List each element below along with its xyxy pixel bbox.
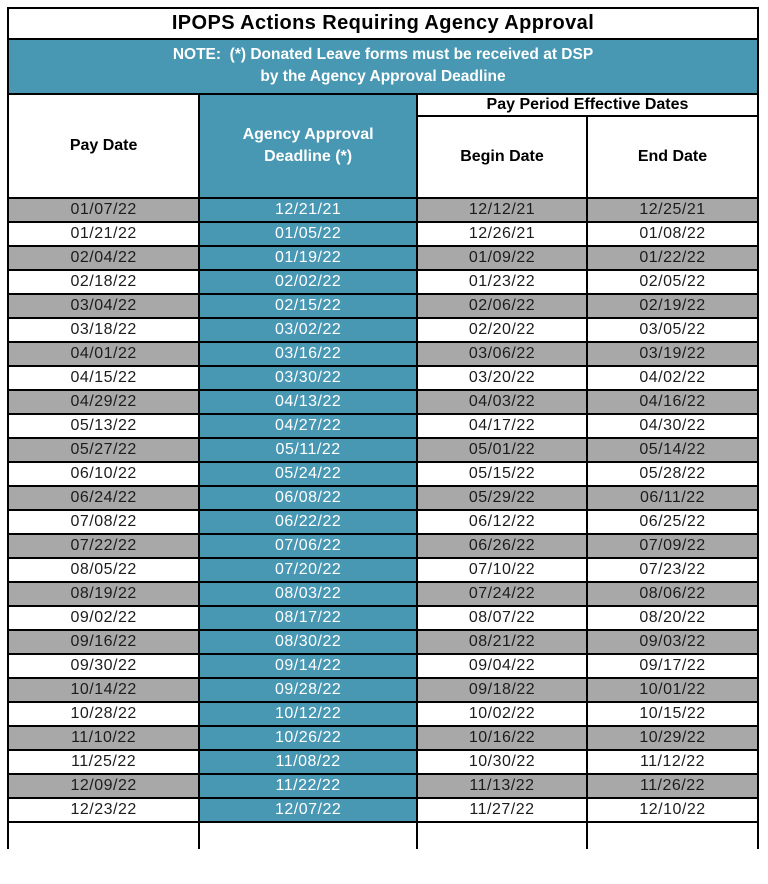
agency-approval-deadline-cell: 05/11/22 — [199, 438, 417, 462]
agency-approval-deadline-cell: 12/07/22 — [199, 798, 417, 822]
table-row — [9, 198, 757, 222]
pay-date-cell: 08/19/22 — [9, 582, 199, 606]
end-date-cell: 12/10/22 — [587, 798, 757, 822]
begin-date-cell: 04/17/22 — [417, 414, 587, 438]
page-title: IPOPS Actions Requiring Agency Approval — [9, 9, 757, 40]
begin-date-cell: 01/09/22 — [417, 246, 587, 270]
begin-date-cell: 08/07/22 — [417, 606, 587, 630]
agency-approval-deadline-cell: 02/15/22 — [199, 294, 417, 318]
agency-approval-deadline-cell: 05/24/22 — [199, 462, 417, 486]
agency-approval-deadline-cell: 04/13/22 — [199, 390, 417, 414]
begin-date-cell: 08/21/22 — [417, 630, 587, 654]
table-row — [9, 246, 757, 270]
begin-date-cell: 06/26/22 — [417, 534, 587, 558]
column-group-pay-period-effective-dates: Pay Period Effective Dates — [417, 95, 757, 116]
begin-date-cell: 12/12/21 — [417, 198, 587, 222]
table-row — [9, 750, 757, 774]
agency-approval-deadline-cell: 11/08/22 — [199, 750, 417, 774]
end-date-cell: 01/22/22 — [587, 246, 757, 270]
pay-date-cell: 01/07/22 — [9, 198, 199, 222]
pay-date-cell: 08/05/22 — [9, 558, 199, 582]
note-line-1: NOTE: (*) Donated Leave forms must be received at DSP — [172, 46, 594, 63]
column-header-agency-approval-deadline: Agency Approval Deadline (*) — [199, 95, 417, 198]
table-row — [9, 510, 757, 534]
pay-date-cell: 09/16/22 — [9, 630, 199, 654]
pay-date-cell: 11/10/22 — [9, 726, 199, 750]
begin-date-cell: 03/06/22 — [417, 342, 587, 366]
column-header-pay-date: Pay Date — [9, 95, 199, 198]
table-header — [9, 95, 757, 198]
agency-approval-deadline-cell: 06/22/22 — [199, 510, 417, 534]
pay-date-cell: 01/21/22 — [9, 222, 199, 246]
pay-date-cell: 04/29/22 — [9, 390, 199, 414]
agency-approval-deadline-cell: 07/06/22 — [199, 534, 417, 558]
end-date-cell: 05/28/22 — [587, 462, 757, 486]
partial-row — [9, 822, 757, 849]
table-row — [9, 438, 757, 462]
pay-date-cell: 04/01/22 — [9, 342, 199, 366]
begin-date-cell: 10/16/22 — [417, 726, 587, 750]
end-date-cell: 10/15/22 — [587, 702, 757, 726]
pay-date-cell: 02/18/22 — [9, 270, 199, 294]
pay-date-cell: 05/13/22 — [9, 414, 199, 438]
begin-date-cell: 06/12/22 — [417, 510, 587, 534]
table-row — [9, 798, 757, 822]
table-row — [9, 630, 757, 654]
begin-date-cell: 09/18/22 — [417, 678, 587, 702]
pay-date-cell: 05/27/22 — [9, 438, 199, 462]
table-row — [9, 726, 757, 750]
empty-cell — [199, 822, 417, 849]
end-date-cell: 03/19/22 — [587, 342, 757, 366]
agency-approval-deadline-cell: 08/17/22 — [199, 606, 417, 630]
pay-date-cell: 09/02/22 — [9, 606, 199, 630]
pay-date-cell: 07/22/22 — [9, 534, 199, 558]
table-row — [9, 582, 757, 606]
begin-date-cell: 05/01/22 — [417, 438, 587, 462]
agency-approval-deadline-cell: 04/27/22 — [199, 414, 417, 438]
end-date-cell: 06/11/22 — [587, 486, 757, 510]
pay-date-cell: 03/04/22 — [9, 294, 199, 318]
pay-date-cell: 12/23/22 — [9, 798, 199, 822]
table-row — [9, 414, 757, 438]
table-row — [9, 390, 757, 414]
pay-date-cell: 07/08/22 — [9, 510, 199, 534]
begin-date-cell: 02/06/22 — [417, 294, 587, 318]
table-row — [9, 558, 757, 582]
agency-approval-deadline-cell: 03/02/22 — [199, 318, 417, 342]
end-date-cell: 08/20/22 — [587, 606, 757, 630]
begin-date-cell: 11/13/22 — [417, 774, 587, 798]
agency-approval-deadline-cell: 03/16/22 — [199, 342, 417, 366]
schedule-sheet — [7, 7, 759, 849]
end-date-cell: 01/08/22 — [587, 222, 757, 246]
pay-date-cell: 09/30/22 — [9, 654, 199, 678]
pay-date-cell: 12/09/22 — [9, 774, 199, 798]
agency-approval-deadline-cell: 02/02/22 — [199, 270, 417, 294]
agency-approval-deadline-cell: 01/19/22 — [199, 246, 417, 270]
agency-approval-deadline-cell: 10/26/22 — [199, 726, 417, 750]
pay-date-cell: 04/15/22 — [9, 366, 199, 390]
begin-date-cell: 07/10/22 — [417, 558, 587, 582]
end-date-cell: 11/26/22 — [587, 774, 757, 798]
pay-schedule-table — [9, 95, 757, 849]
table-row — [9, 606, 757, 630]
begin-date-cell: 05/15/22 — [417, 462, 587, 486]
end-date-cell: 11/12/22 — [587, 750, 757, 774]
table-row — [9, 462, 757, 486]
agency-approval-deadline-cell: 08/03/22 — [199, 582, 417, 606]
agency-approval-deadline-cell: 10/12/22 — [199, 702, 417, 726]
table-row — [9, 486, 757, 510]
agency-approval-deadline-cell: 12/21/21 — [199, 198, 417, 222]
end-date-cell: 07/09/22 — [587, 534, 757, 558]
table-row — [9, 222, 757, 246]
begin-date-cell: 04/03/22 — [417, 390, 587, 414]
pay-date-cell: 10/28/22 — [9, 702, 199, 726]
pay-date-cell: 11/25/22 — [9, 750, 199, 774]
end-date-cell: 12/25/21 — [587, 198, 757, 222]
pay-date-cell: 06/10/22 — [9, 462, 199, 486]
pay-date-cell: 02/04/22 — [9, 246, 199, 270]
end-date-cell: 08/06/22 — [587, 582, 757, 606]
table-row — [9, 678, 757, 702]
table-row — [9, 342, 757, 366]
agency-approval-deadline-cell: 07/20/22 — [199, 558, 417, 582]
table-row — [9, 654, 757, 678]
pay-date-cell: 10/14/22 — [9, 678, 199, 702]
schedule-body — [9, 198, 757, 849]
table-row — [9, 318, 757, 342]
begin-date-cell: 12/26/21 — [417, 222, 587, 246]
agency-approval-deadline-cell: 09/28/22 — [199, 678, 417, 702]
end-date-cell: 04/16/22 — [587, 390, 757, 414]
table-row — [9, 366, 757, 390]
table-row — [9, 534, 757, 558]
end-date-cell: 09/17/22 — [587, 654, 757, 678]
agency-approval-deadline-cell: 01/05/22 — [199, 222, 417, 246]
end-date-cell: 05/14/22 — [587, 438, 757, 462]
begin-date-cell: 03/20/22 — [417, 366, 587, 390]
begin-date-cell: 11/27/22 — [417, 798, 587, 822]
begin-date-cell: 09/04/22 — [417, 654, 587, 678]
pay-date-cell: 06/24/22 — [9, 486, 199, 510]
end-date-cell: 10/29/22 — [587, 726, 757, 750]
begin-date-cell: 10/02/22 — [417, 702, 587, 726]
begin-date-cell: 01/23/22 — [417, 270, 587, 294]
agency-approval-deadline-cell: 03/30/22 — [199, 366, 417, 390]
end-date-cell: 04/02/22 — [587, 366, 757, 390]
agency-approval-deadline-cell: 09/14/22 — [199, 654, 417, 678]
end-date-cell: 06/25/22 — [587, 510, 757, 534]
end-date-cell: 07/23/22 — [587, 558, 757, 582]
note-banner — [9, 40, 757, 95]
empty-cell — [9, 822, 199, 849]
begin-date-cell: 07/24/22 — [417, 582, 587, 606]
agency-approval-deadline-cell: 06/08/22 — [199, 486, 417, 510]
end-date-cell: 02/19/22 — [587, 294, 757, 318]
end-date-cell: 09/03/22 — [587, 630, 757, 654]
note-line-2: by the Agency Approval Deadline — [260, 68, 506, 85]
table-row — [9, 270, 757, 294]
empty-cell — [417, 822, 587, 849]
end-date-cell: 04/30/22 — [587, 414, 757, 438]
begin-date-cell: 02/20/22 — [417, 318, 587, 342]
agency-approval-deadline-cell: 11/22/22 — [199, 774, 417, 798]
agency-approval-deadline-cell: 08/30/22 — [199, 630, 417, 654]
column-header-begin-date: Begin Date — [417, 116, 587, 198]
table-row — [9, 774, 757, 798]
end-date-cell: 10/01/22 — [587, 678, 757, 702]
table-row — [9, 294, 757, 318]
column-header-end-date: End Date — [587, 116, 757, 198]
empty-cell — [587, 822, 757, 849]
pay-date-cell: 03/18/22 — [9, 318, 199, 342]
begin-date-cell: 10/30/22 — [417, 750, 587, 774]
end-date-cell: 02/05/22 — [587, 270, 757, 294]
table-row — [9, 702, 757, 726]
begin-date-cell: 05/29/22 — [417, 486, 587, 510]
end-date-cell: 03/05/22 — [587, 318, 757, 342]
